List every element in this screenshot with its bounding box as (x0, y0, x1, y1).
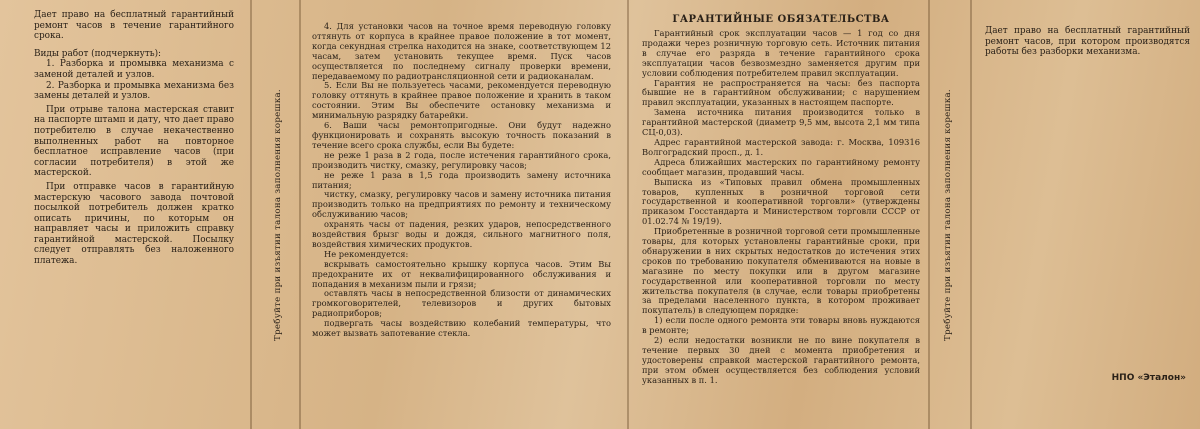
instruction-paragraph: не реже 1 раза в 2 года, после истечения гарантийного срока, производить чистку, смазку, регулировку часов; (312, 149, 611, 170)
warranty-paragraph: Замена источника питания производится только в гарантийной мастерской (диаметр 9,5 мм, высота 2,1 мм типа СЦ-0,03). (642, 107, 920, 138)
warranty-paragraph: Гарантия не распространяется на часы: без паспорта бывшие не в гарантийном обслуживании; с нарушением правил эксплуатации, указанных в настоящем паспорте. (642, 77, 920, 108)
usage-instructions (300, 0, 625, 429)
coupon-right-paragraph: Дает право на бесплатный гарантийный ремонт часов, при котором производятся работы без разборки механизма. (985, 26, 1190, 58)
manufacturer-label: НПО «Эталон» (1111, 373, 1186, 383)
perforation-line (970, 0, 972, 429)
instruction-paragraph: 6. Ваши часы ремонтопригодные. Они будут надежно функционировать и сохранять высокую точность показаний в течение всего срока службы, если Вы будете: (312, 120, 611, 150)
work-type-item: 1. Разборка и промывка механизма с заменой деталей и узлов. (34, 59, 234, 80)
instruction-paragraph: 4. Для установки часов на точное время переводную головку оттянуть от корпуса в крайнее правое положение в тот момент, когда секундная стрелка находится на знаке, соответствующем 12 часам, затем установить текущее время. Пуск часов осуществляется по последнему сигналу проверки времени, передаваемому по радиотрансляционной сети и радиоканалам. (312, 21, 611, 81)
instruction-paragraph: оставлять часы в непосредственной близости от динамических громкоговорителей, телевизоров и других бытовых радиоприборов; (312, 288, 611, 319)
instruction-paragraph: 5. Если Вы не пользуетесь часами, рекомендуется переводную головку оттянуть в крайнее правое положение и хранить в таком состоянии. Этим Вы обеспечите остановку механизма и минимальную разрядку батарейки. (312, 80, 611, 121)
repair-coupon-right (975, 0, 1200, 429)
work-type-item: 2. Разборка и промывка механизма без замены деталей и узлов. (34, 80, 234, 102)
warranty-paragraph: Адреса ближайших мастерских по гарантийному ремонту сообщает магазин, продавший часы. (642, 156, 920, 177)
instruction-paragraph: не реже 1 раза в 1,5 года производить замену источника питания; (312, 169, 611, 190)
instruction-paragraph: охранять часы от падения, резких ударов, непосредственного воздействия брызг воды и дождя, сильного магнитного поля, воздействия химических продуктов. (312, 219, 611, 249)
repair-coupon-left (0, 0, 240, 429)
warranty-paragraph: Гарантийный срок эксплуатации часов — 1 год со дня продажи через розничную торговую сеть. Источник питания в случае его разряда в течение гарантийного срока эксплуатации часов безвозмездно заменяется другим при условии соблюдения потребителем правил эксплуатации. (642, 28, 920, 78)
warranty-paragraph: 2) если недостатки возникли не по вине покупателя в течение первых 30 дней с момента приобретения и удостоверены справкой мастерской гарантийного ремонта, при этом обмен осуществляется без соблюдения условий указанных в п. 1. (642, 335, 920, 385)
coupon-left-paragraph: При отрыве талона мастерская ставит на паспорте штамп и дату, что дает право потребителю в случае некачественно выполненных работ на повторное бесплатное исправление часов (при согласии потребителя) в этой же мастерской. (34, 104, 234, 179)
warranty-paragraph: Приобретенные в розничной торговой сети промышленные товары, для которых установлены гарантийные сроки, при обнаружении в них скрытых недостатков до истечения этих сроков по требованию покупателя обмениваются на новые в магазине по месту покупки или в другом магазине государственной или кооперативной торговли по месту жительства покупателя (в случае, если товары приобретены за пределами населенного пункта, в котором проживает покупатель) в следующем порядке: (642, 226, 920, 316)
stub-note-left: Требуйте при изъятии талона заполнения корешка. (273, 88, 283, 341)
stub-strip-left (258, 0, 298, 429)
perforation-line (250, 0, 252, 429)
warranty-paragraph: Выписка из «Типовых правил обмена промышленных товаров, купленных в розничной торговой сети государственной и кооперативной торговли» (утверждены приказом Госстандарта и Министерством торговли СССР от 01.02.74 № 19/19). (642, 176, 920, 227)
work-types-label: Виды работ (подчеркнуть): (34, 48, 162, 59)
not-recommended-label: Не рекомендуется: (324, 248, 409, 259)
warranty-obligations (630, 0, 928, 429)
instruction-paragraph: вскрывать самостоятельно крышку корпуса часов. Этим Вы предохраните их от неквалифицированного обслуживания и попадания в механизм пыли и грязи; (312, 258, 611, 289)
fold-line (627, 0, 629, 429)
instruction-paragraph: чистку, смазку, регулировку часов и замену источника питания производить только на предприятиях по ремонту и техническому обслуживанию часов; (312, 189, 611, 220)
warranty-paragraph: 1) если после одного ремонта эти товары вновь нуждаются в ремонте; (642, 315, 920, 336)
coupon-left-paragraph: Дает право на бесплатный гарантийный ремонт часов в течение гарантийного срока. (34, 10, 234, 42)
warranty-heading: ГАРАНТИЙНЫЕ ОБЯЗАТЕЛЬСТВА (672, 14, 890, 25)
warranty-paragraph: Адрес гарантийной мастерской завода: г. Москва, 109316 Волгоградский просп., д. 1. (642, 136, 920, 157)
coupon-left-paragraph: При отправке часов в гарантийную мастерскую часового завода почтовой посылкой потребитель должен кратко описать причины, по которым он направляет часы и приложить справку гарантийной мастерской. Посылку следует отправлять без наложенного платежа. (34, 181, 234, 267)
stub-strip-right (928, 0, 968, 429)
instruction-paragraph: подвергать часы воздействию колебаний температуры, что может вызвать запотевание стекла. (312, 318, 611, 339)
stub-note-right: Требуйте при изъятии талона заполнения корешка. (943, 88, 953, 341)
